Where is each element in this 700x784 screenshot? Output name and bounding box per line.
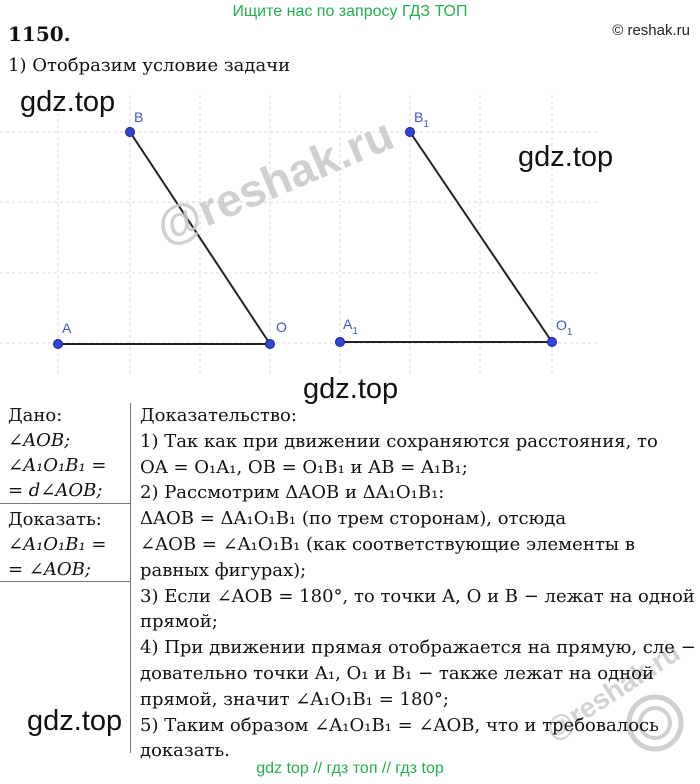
given-line: ∠A₁O₁B₁ = xyxy=(8,455,107,476)
banner-text: Ищите нас по запросу ГДЗ ТОП xyxy=(232,3,468,20)
proof-line: 4) При движении прямая отображается на прямую, сле − xyxy=(140,637,696,659)
label-a1: $A_1$ xyxy=(343,316,358,337)
proof-line: 1) Так как при движении сохраняются расстояния, то xyxy=(140,430,658,452)
point-b xyxy=(126,128,135,137)
prove-line: = ∠AOB; xyxy=(8,559,91,580)
reshak-watermark-large: @reshak.ru xyxy=(148,107,401,254)
gdz-watermark-3: gdz.top xyxy=(303,373,399,405)
proof-line: ΔAOB = ΔA₁O₁B₁ (по трем сторонам), отсюда xyxy=(140,508,567,530)
divider xyxy=(0,503,130,504)
prove-line: ∠A₁O₁B₁ = xyxy=(8,534,107,555)
point-b1 xyxy=(406,128,415,137)
footer-links[interactable]: gdz top // гдз топ // гдз top xyxy=(256,760,444,777)
proof-line: 5) Таким образом ∠A₁O₁B₁ = ∠AOB, что и требовалось xyxy=(140,714,659,736)
proof-line: довательно точки A₁, O₁ и B₁ − также лежат на одной xyxy=(140,662,655,684)
proof-line: прямой, значит ∠A₁O₁B₁ = 180°; xyxy=(140,688,449,710)
label-o1: $O_1$ xyxy=(556,317,573,338)
label-b1: $B_1$ xyxy=(414,109,429,130)
proof-line: доказать. xyxy=(140,740,230,762)
proof-line: прямой; xyxy=(140,611,218,633)
proof-line: 3) Если ∠AOB = 180°, то точки A, O и B − лежат на одной xyxy=(140,585,695,607)
reshak-watermark-small: @reshak.ru xyxy=(540,636,686,746)
gdz-watermark-4: gdz.top xyxy=(27,705,123,737)
point-a1 xyxy=(336,338,345,347)
column-divider xyxy=(130,403,131,753)
proof-line: ∠AOB = ∠A₁O₁B₁ (как соответствующие элементы в xyxy=(140,533,635,555)
gdz-watermark-1: gdz.top xyxy=(20,86,116,118)
prove-title: Доказать: xyxy=(8,509,102,530)
step-title: 1) Отобразим условие задачи xyxy=(8,55,291,76)
given-line: ∠AOB; xyxy=(8,430,71,451)
grid xyxy=(0,95,600,375)
point-o xyxy=(266,340,275,349)
proof-line: 2) Рассмотрим ΔAOB и ΔA₁O₁B₁: xyxy=(140,482,445,504)
point-a xyxy=(54,340,63,349)
problem-number: 1150. xyxy=(8,22,71,46)
given-section xyxy=(8,403,133,582)
point-o1 xyxy=(548,338,557,347)
gdz-watermark-2: gdz.top xyxy=(518,141,614,173)
copyright-text: © reshak.ru xyxy=(612,22,690,39)
proof-title: Доказательство: xyxy=(140,405,297,426)
proof-line: равных фигурах); xyxy=(140,559,307,581)
label-a: A xyxy=(62,320,72,336)
proof-section xyxy=(140,403,695,764)
given-line: = d∠AOB; xyxy=(8,480,103,501)
proof-line: OA = O₁A₁, OB = O₁B₁ и AB = A₁B₁; xyxy=(140,456,468,478)
divider xyxy=(0,581,130,582)
label-o: O xyxy=(276,319,287,335)
given-title: Дано: xyxy=(8,405,63,426)
label-b: B xyxy=(134,109,144,125)
